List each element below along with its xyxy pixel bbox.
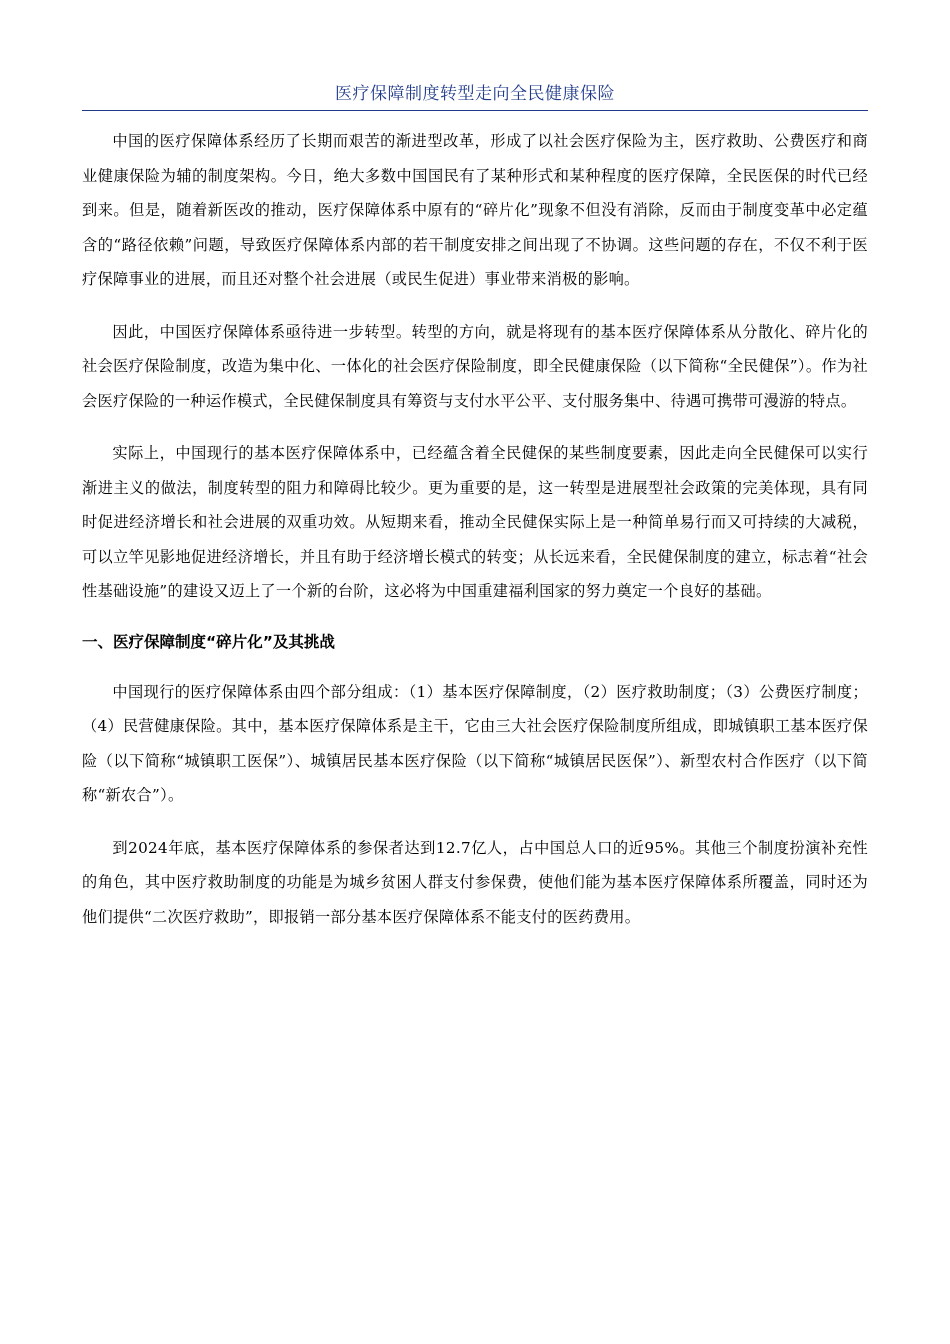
page-header xyxy=(82,80,868,111)
intro-paragraph-2: 因此，中国医疗保障体系亟待进一步转型。转型的方向，就是将现有的基本医疗保障体系从分散化、碎片化的社会医疗保险制度，改造为集中化、一体化的社会医疗保险制度，即全民健康保险（以下简称“全民健保”）。作为社会医疗保险的一种运作模式，全民健保制度具有筹资与支付水平公平、支付服务集中、待遇可携带可漫游的特点。 xyxy=(82,322,868,410)
page-title: 医疗保障制度转型走向全民健康保险 xyxy=(335,84,615,104)
intro-paragraph-3: 实际上，中国现行的基本医疗保障体系中，已经蕴含着全民健保的某些制度要素，因此走向全民健保可以实行渐进主义的做法，制度转型的阻力和障碍比较少。更为重要的是，这一转型是进展型社会政策的完美体现，具有同时促进经济增长和社会进展的双重功效。从短期来看，推动全民健保实际上是一种简单易行而又可持续的大减税，可以立竿见影地促进经济增长，并且有助于经济增长模式的转变；从长远来看，全民健保制度的建立，标志着“社会性基础设施”的建设又迈上了一个新的台阶，这必将为中国重建福利国家的努力奠定一个良好的基础。 xyxy=(82,444,868,600)
section1-paragraph-2: 到2024年底，基本医疗保障体系的参保者达到12.7亿人，占中国总人口的近95%。其他三个制度扮演补充性的角色，其中医疗救助制度的功能是为城乡贫困人群支付参保费，使他们能为基本医疗保障体系所覆盖，同时还为他们提供“二次医疗救助”，即报销一部分基本医疗保障体系不能支付的医药费用。 xyxy=(82,838,868,926)
intro-paragraph-1: 中国的医疗保障体系经历了长期而艰苦的渐进型改革，形成了以社会医疗保险为主，医疗救助、公费医疗和商业健康保险为辅的制度架构。今日，绝大多数中国国民有了某种形式和某种程度的医疗保障，全民医保的时代已经到来。但是，随着新医改的推动，医疗保障体系中原有的“碎片化”现象不但没有消除，反而由于制度变革中必定蕴含的“路径依赖”问题，导致医疗保障体系内部的若干制度安排之间出现了不协调。这些问题的存在，不仅不利于医疗保障事业的进展，而且还对整个社会进展（或民生促进）事业带来消极的影响。 xyxy=(82,132,868,288)
section-heading-1: 一、医疗保障制度“碎片化”及其挑战 xyxy=(82,632,335,651)
section1-paragraph-1: 中国现行的医疗保障体系由四个部分组成：（1）基本医疗保障制度，（2）医疗救助制度；（3）公费医疗制度；（4）民营健康保险。其中，基本医疗保障体系是主干，它由三大社会医疗保险制度所组成，即城镇职工基本医疗保险（以下简称“城镇职工医保”）、城镇居民基本医疗保险（以下简称“城镇居民医保”）、新型农村合作医疗（以下简称“新农合”）。 xyxy=(82,682,868,804)
document-body xyxy=(82,124,868,952)
